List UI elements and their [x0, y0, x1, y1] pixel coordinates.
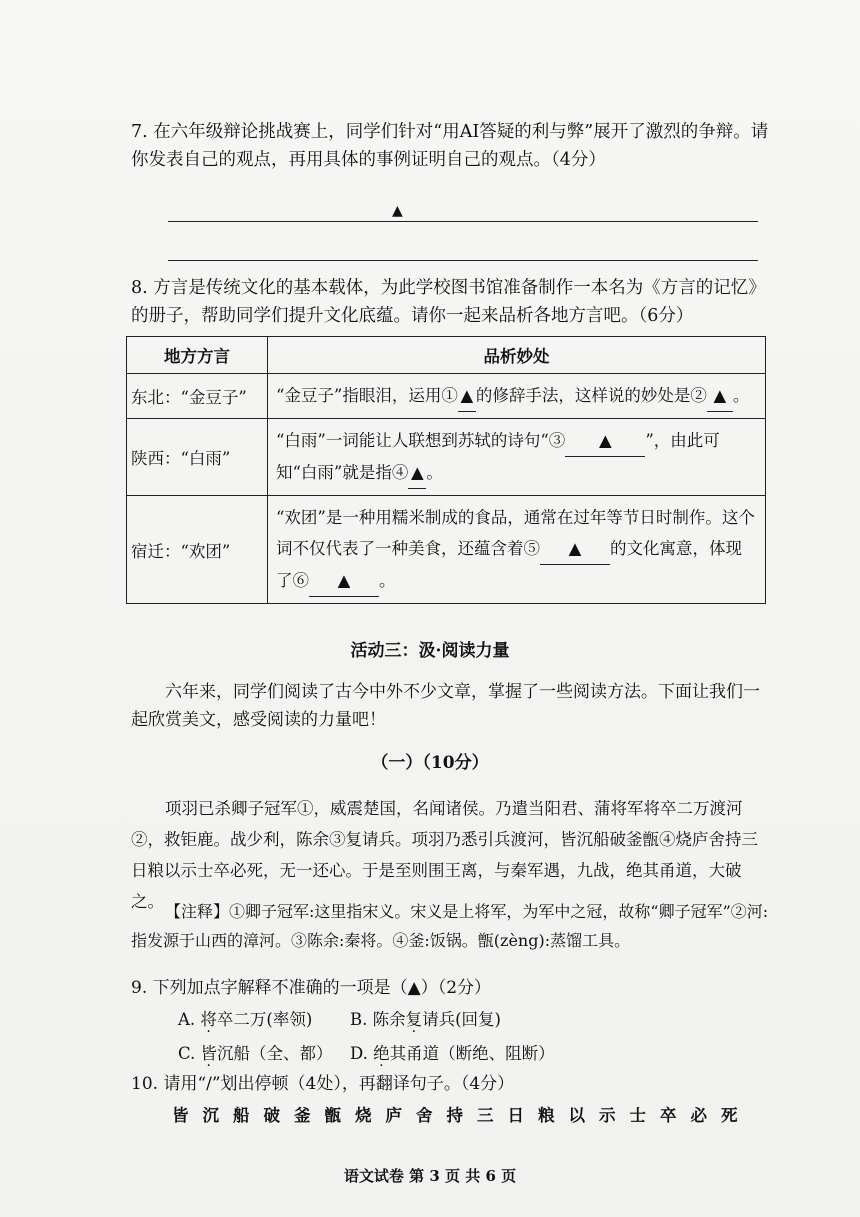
analysis-text: “白雨”一词能让人联想到苏轼的诗句“③	[276, 431, 566, 450]
option-label: D.	[350, 1044, 374, 1063]
analysis-text: “金豆子”指眼泪，运用①	[276, 386, 458, 405]
dotted-char: 复	[405, 1010, 423, 1029]
analysis-text: 。	[732, 386, 750, 405]
header-region: 地方方言	[127, 337, 268, 374]
analysis-cell	[268, 419, 766, 496]
answer-mark: ▲	[392, 203, 403, 219]
analysis-cell	[268, 374, 766, 419]
option-text: 卒二万(率领)	[216, 1010, 313, 1029]
region-cell: 宿迁：“欢团”	[127, 496, 268, 604]
page-footer: 语文试卷 第 3 页 共 6 页	[343, 1167, 517, 1185]
question-9: 9. 下列加点字解释不准确的一项是（▲）（2分）	[131, 978, 492, 998]
option-label: A.	[178, 1010, 201, 1029]
answer-line-2	[168, 260, 758, 261]
answer-line-1	[168, 221, 758, 222]
sentence-to-mark[interactable]: 皆沉船破釜甑烧庐舍持三日粮以示士卒必死	[172, 1106, 752, 1125]
table-row	[127, 496, 766, 604]
option-label: B. 陈余	[350, 1010, 406, 1029]
option-c[interactable]	[178, 1040, 333, 1064]
fill-blank-5[interactable]: ▲	[540, 533, 610, 565]
option-text: 请兵(回复)	[422, 1010, 501, 1029]
fill-blank-2[interactable]: ▲	[707, 380, 733, 412]
section-heading: （一）（10分）	[371, 753, 489, 773]
option-label: C.	[178, 1044, 201, 1063]
analysis-text: 的修辞手法，这样说的妙处是②	[475, 386, 707, 405]
fill-blank-4[interactable]: ▲	[408, 457, 426, 489]
table-row	[127, 374, 766, 419]
question-8: 8. 方言是传统文化的基本载体，为此学校图书馆准备制作一本名为《方言的记忆》的册子，帮助同学们提升文化底蕴。请你一起来品析各地方言吧。（6分）	[131, 278, 766, 326]
dotted-char: 皆	[200, 1044, 218, 1063]
table-header-row	[127, 337, 766, 374]
region-cell: 陕西：“白雨”	[127, 419, 268, 496]
dialect-table	[126, 336, 766, 604]
option-b[interactable]	[350, 1006, 501, 1030]
dotted-char: 绝	[373, 1044, 390, 1063]
option-text: 其甬道（断绝、阻断）	[389, 1044, 555, 1063]
fill-blank-1[interactable]: ▲	[458, 380, 476, 412]
option-text: 沉船（全、都）	[217, 1044, 333, 1063]
option-d[interactable]	[350, 1040, 555, 1064]
header-analysis: 品析妙处	[268, 337, 766, 374]
activity-intro: 六年来，同学们阅读了古今中外不少文章，掌握了一些阅读方法。下面让我们一起欣赏美文，感受阅读的力量吧！	[131, 682, 760, 730]
question-10: 10. 请用“/”划出停顿（4处），再翻译句子。（4分）	[131, 1074, 515, 1094]
analysis-text: ”，由此可知“白雨”就是指④	[276, 431, 720, 482]
fill-blank-6[interactable]: ▲	[309, 565, 379, 597]
table-row	[127, 419, 766, 496]
annotation-notes: 【注释】①卿子冠军:这里指宋义。宋义是上将军，为军中之冠，故称“卿子冠军”②河:指发源于山西的漳河。③陈余:秦将。④釜:饭锅。甑(zèng):蒸馏工具。	[131, 902, 769, 950]
fill-blank-3[interactable]: ▲	[565, 425, 645, 457]
analysis-text: 。	[379, 571, 396, 590]
question-7: 7. 在六年级辩论挑战赛上，同学们针对“用AI答疑的利与弊”展开了激烈的争辩。请你发表自己的观点，再用具体的事例证明自己的观点。（4分）	[131, 122, 769, 170]
analysis-text: 。	[426, 463, 443, 482]
classical-passage: 项羽已杀卿子冠军①，威震楚国，名闻诸侯。乃遣当阳君、蒲将军将卒二万渡河②，救钜鹿。战少利，陈余③复请兵。项羽乃悉引兵渡河，皆沉船破釜甑④烧庐舍持三日粮以示士卒必死，无一还心。于是至则围王离，与秦军遇，九战，绝其甬道，大破之。	[131, 799, 758, 911]
analysis-text: “欢团”是一种用糯米制成的食品，通常在过年等节日时制作。这个词不仅代表了一种美食，还蕴含着⑤	[276, 508, 755, 558]
dotted-char: 将	[200, 1010, 217, 1029]
option-a[interactable]	[178, 1006, 312, 1030]
region-cell: 东北：“金豆子”	[127, 374, 268, 419]
activity-title: 活动三：汲·阅读力量	[350, 641, 510, 661]
analysis-cell	[268, 496, 766, 604]
analysis-text: 的文化寓意，体现了⑥	[276, 539, 742, 590]
